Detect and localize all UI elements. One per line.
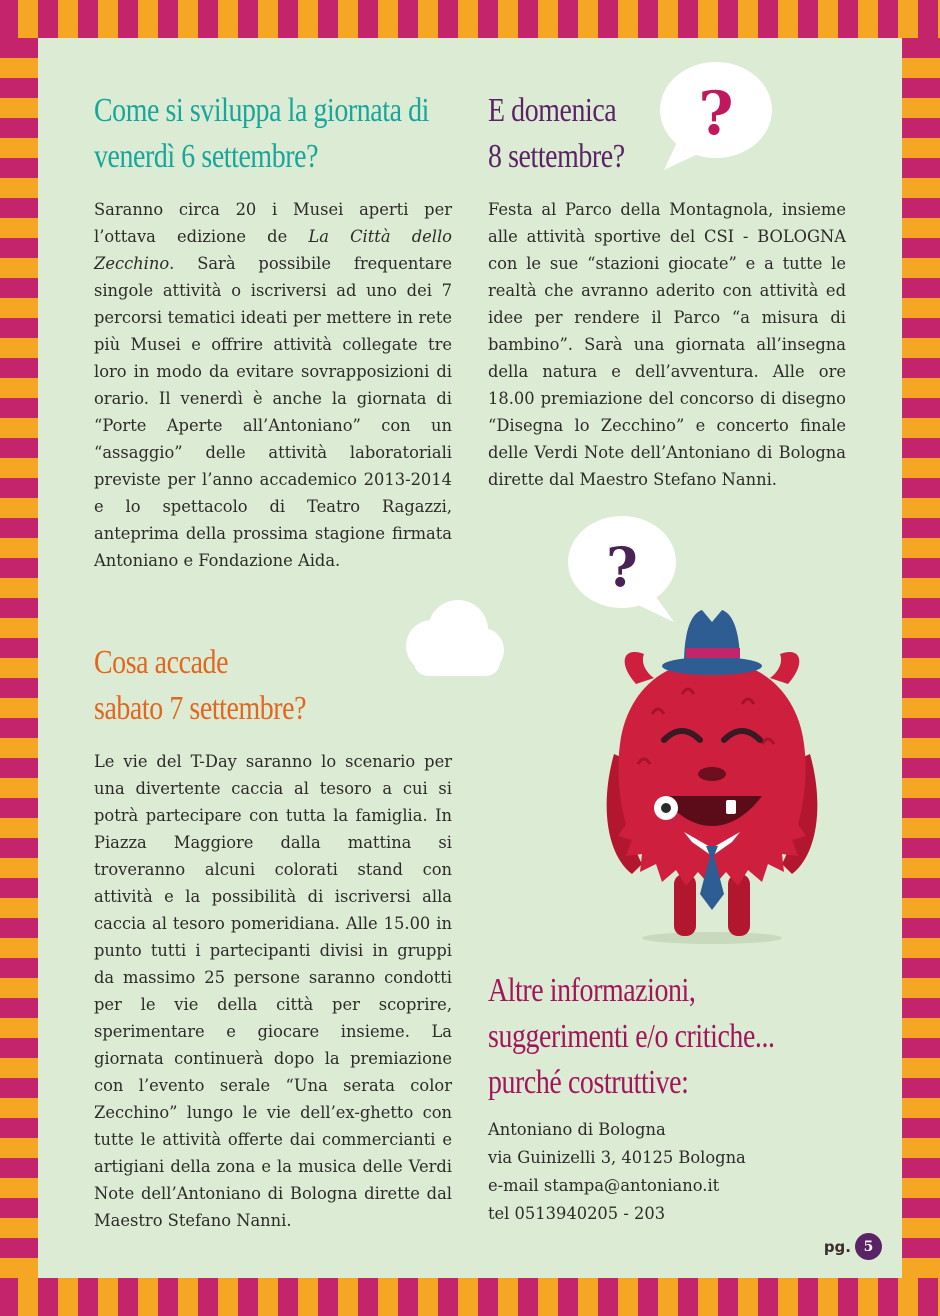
- friday-heading-line1: Come si sviluppa la giornata di: [94, 92, 429, 129]
- saturday-heading-line2: sabato 7 settembre?: [94, 690, 307, 727]
- sunday-heading-line1: E domenica: [488, 92, 617, 129]
- contact-address: via Guinizelli 3, 40125 Bologna: [488, 1148, 746, 1167]
- friday-text-emphasis: La Città dello Zecchino: [94, 227, 452, 273]
- page-number: [824, 1233, 882, 1260]
- friday-heading-line2: venerdì 6 settembre?: [94, 138, 319, 175]
- contact-block: [488, 1116, 746, 1228]
- bubble-question-mark: ?: [606, 535, 638, 599]
- page-number-badge: 5: [855, 1233, 882, 1260]
- info-heading-line1: Altre informazioni,: [488, 972, 696, 1009]
- page-content: [38, 38, 902, 1278]
- friday-heading: [94, 88, 429, 180]
- friday-paragraph: [94, 196, 452, 574]
- contact-email[interactable]: e-mail stampa@antoniano.it: [488, 1176, 720, 1195]
- page-label: pg.: [823, 1237, 851, 1256]
- question-speech-bubble-icon: [656, 58, 774, 172]
- cloud-icon: [400, 598, 506, 682]
- info-heading-line3: purché costruttive:: [488, 1064, 689, 1101]
- sunday-paragraph: Festa al Parco della Montagnola, insieme alle attività sportive del CSI - BOLOGNA con le sue “stazioni giocate” e a tutte le realtà che avranno aderito con attività ed idee per rendere il Parco “a misura di bambino”. Sarà una giornata all’insegna della natura e dell’avventura. Alle ore 18.00 premiazione del concorso di disegno “Disegna lo Zecchino” e concerto finale delle Verdi Note dell’Antoniano di Bologna dirette dal Maestro Stefano Nanni.: [488, 200, 846, 489]
- saturday-paragraph: Le vie del T-Day saranno lo scenario per una divertente caccia al tesoro a cui si potrà partecipare con tutta la famiglia. In Piazza Maggiore dalla mattina si troveranno alcuni colorati stand con attività e la possibilità di iscriversi alla caccia al tesoro pomeridiana. Alle 15.00 in punto tutti i partecipanti divisi in gruppi da massimo 25 persone saranno condotti per le vie della città per scoprire, sperimentare e giocare insieme. La giornata continuerà dopo la premiazione con l’evento serale “Una serata color Zecchino” lungo le vie dell’ex-ghetto con tutte le attività offerte dai commercianti e artigiani della zona e la musica delle Verdi Note dell’Antoniano di Bologna dirette dal Maestro Stefano Nanni.: [94, 752, 452, 1230]
- info-heading-line2: suggerimenti e/o critiche...: [488, 1018, 775, 1055]
- contact-phone: tel 0513940205 - 203: [488, 1204, 666, 1223]
- sunday-heading-line2: 8 settembre?: [488, 138, 625, 175]
- saturday-heading: [94, 640, 306, 732]
- bubble-question-mark: ?: [698, 79, 734, 149]
- friday-text-start: Saranno circa 20 i Musei aperti per l’ottava edizione de: [94, 200, 452, 246]
- sunday-heading: [488, 88, 625, 180]
- contact-name: Antoniano di Bologna: [488, 1120, 666, 1139]
- info-heading: [488, 968, 775, 1106]
- friday-text-end: . Sarà possibile frequentare singole attività o iscriversi ad uno dei 7 percorsi tematici ideati per mettere in rete più Musei e offrire attività collegate tre loro in modo da evitare sovrapposizioni di orario. Il venerdì è anche la giornata di “Porte Aperte all’Antoniano” con un “assaggio” delle attività laboratoriali previste per l’anno accademico 2013-2014 e lo spettacolo di Teatro Ragazzi, anteprima della prossima stagione firmata Antoniano e Fondazione Aida.: [94, 254, 452, 570]
- red-monster-mascot: [592, 574, 832, 946]
- saturday-heading-line1: Cosa accade: [94, 644, 229, 681]
